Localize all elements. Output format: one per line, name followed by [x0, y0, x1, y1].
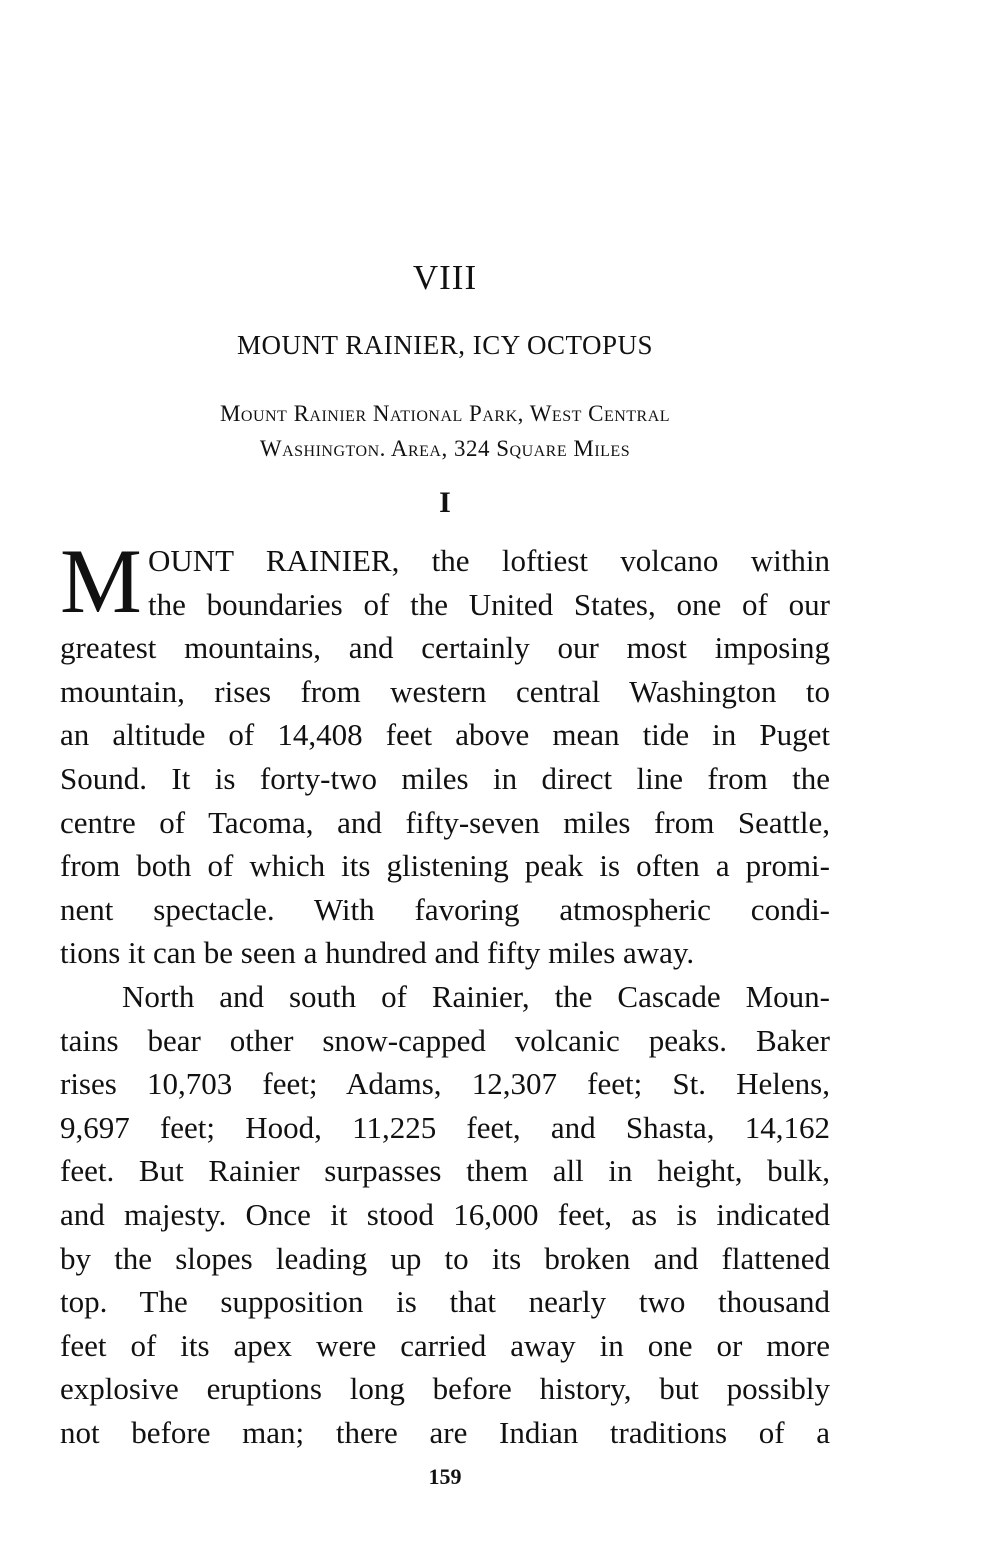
text-line: feet. But Rainier surpasses them all in height, bulk, [60, 1153, 830, 1189]
text-line: tions it can be seen a hundred and fifty miles away. [60, 935, 695, 971]
body-text [60, 530, 830, 1454]
text-line: from both of which its glistening peak is often a promi- [60, 848, 830, 884]
text-line: rises 10,703 feet; Adams, 12,307 feet; St. Helens, [60, 1066, 830, 1102]
text-line: and majesty. Once it stood 16,000 feet, as is indicated [60, 1196, 830, 1232]
text-line: centre of Tacoma, and fifty-seven miles from Seattle, [60, 804, 830, 840]
text-line: tains bear other snow-capped volcanic peaks. Baker [60, 1022, 830, 1058]
text-line: OUNT RAINIER, the loftiest volcano within [148, 543, 830, 578]
subtitle-line-2: Washington. Area, 324 Square Miles [259, 436, 631, 461]
drop-cap: M [60, 530, 142, 632]
text-line: top. The supposition is that nearly two thousand [60, 1284, 830, 1320]
text-line: Sound. It is forty-two miles in direct line from the [60, 760, 830, 796]
text-line: mountain, rises from western central Washington to [60, 673, 830, 709]
text-line: the boundaries of the United States, one of our [148, 586, 830, 622]
text-line: feet of its apex were carried away in one or more [60, 1327, 830, 1363]
subtitle-line-1: Mount Rainier National Park, West Central [219, 401, 671, 426]
text-line: an altitude of 14,408 feet above mean tide in Puget [60, 717, 830, 753]
text-line: greatest mountains, and certainly our most imposing [60, 630, 830, 666]
chapter-subtitle [60, 396, 830, 466]
text-line: nent spectacle. With favoring atmospheric condi- [60, 891, 830, 927]
chapter-number: VIII [412, 258, 478, 297]
section-number: I [439, 486, 451, 519]
text-line: not before man; there are Indian traditions of a [60, 1414, 830, 1450]
page-number: 159 [428, 1464, 462, 1489]
chapter-title: MOUNT RAINIER, ICY OCTOPUS [236, 330, 654, 360]
text-line: North and south of Rainier, the Cascade Moun- [122, 978, 830, 1014]
text-line: by the slopes leading up to its broken and flattened [60, 1240, 830, 1276]
text-line: 9,697 feet; Hood, 11,225 feet, and Shasta, 14,162 [60, 1109, 830, 1145]
text-line: explosive eruptions long before history, but possibly [60, 1371, 830, 1407]
